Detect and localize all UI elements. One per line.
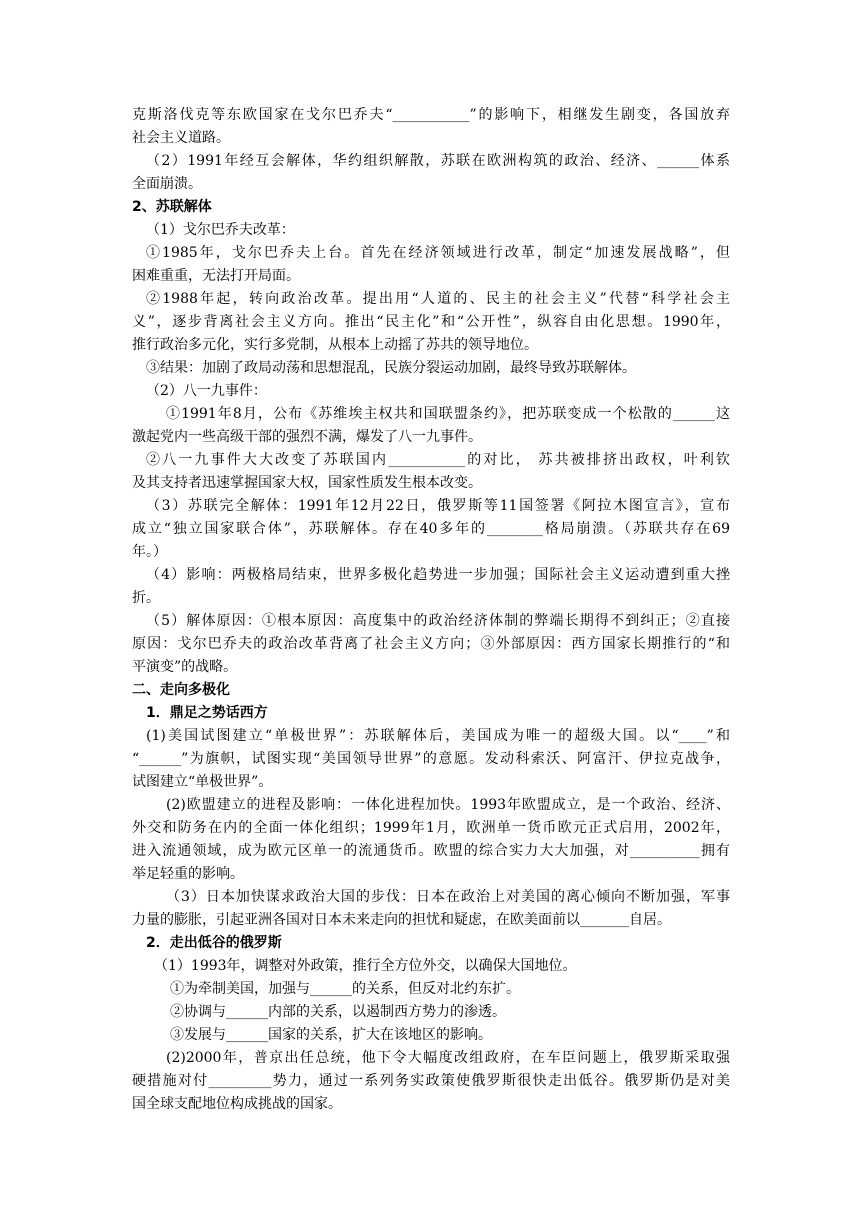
text-line: （3）日本加快谋求政治大国的步伐：日本在政治上对美国的离心倾向不断加强，军事 bbox=[166, 889, 730, 905]
text-line: 平演变”的战略。 bbox=[132, 659, 238, 675]
text-line: （1）戈尔巴乔夫改革： bbox=[146, 222, 295, 238]
text-line: 推行政治多元化，实行多党制，从根本上动摇了苏共的领导地位。 bbox=[132, 337, 538, 353]
section-heading: 二、走向多极化 bbox=[132, 682, 230, 698]
text-line: 义”，逐步背离社会主义方向。推出“民主化”和“公开性”，纵容自由化思想。1990年， bbox=[132, 314, 730, 330]
text-line: （2）八一九事件： bbox=[146, 383, 267, 399]
text-line: “______”为旗帜，试图实现“美国领导世界”的意愿。发动科索沃、阿富汗、伊拉克战争， bbox=[132, 751, 730, 767]
document-body bbox=[132, 104, 730, 1116]
text-line: 外交和防务在内的全面一体化组织；1999年1月，欧洲单一货币欧元正式启用，2002年， bbox=[132, 820, 730, 836]
text-line: （5）解体原因：①根本原因：高度集中的政治经济体制的弊端长期得不到纠正；②直接 bbox=[146, 613, 730, 629]
section-heading: 1．鼎足之势话西方 bbox=[146, 705, 268, 721]
text-line: （2）1991年经互会解体，华约组织解散，苏联在欧洲构筑的政治、经济、______体系 bbox=[146, 153, 730, 169]
text-line: ①1991年8月，公布《苏维埃主权共和国联盟条约》，把苏联变成一个松散的______这 bbox=[166, 406, 730, 422]
text-line: ①为牵制美国，加强与______的关系，但反对北约东扩。 bbox=[170, 981, 520, 997]
text-line: （4）影响：两极格局结束，世界多极化趋势进一步加强；国际社会主义运动遭到重大挫 bbox=[146, 567, 730, 583]
text-line: ③发展与______国家的关系，扩大在该地区的影响。 bbox=[170, 1027, 492, 1043]
text-line: ②协调与______内部的关系，以遏制西方势力的渗透。 bbox=[170, 1004, 506, 1020]
text-line: 困难重重，无法打开局面。 bbox=[132, 268, 300, 284]
text-line: （1）1993年，调整对外政策，推行全方位外交，以确保大国地位。 bbox=[154, 958, 577, 974]
text-line: 试图建立“单极世界”。 bbox=[132, 774, 273, 790]
text-line: 社会主义道路。 bbox=[132, 130, 230, 146]
text-line: 全面崩溃。 bbox=[132, 176, 202, 192]
text-line: 激起党内一些高级干部的强烈不满，爆发了八一九事件。 bbox=[132, 429, 482, 445]
text-line: (2)2000年，普京出任总统，他下令大幅度改组政府，在车臣问题上，俄罗斯采取强 bbox=[166, 1050, 730, 1066]
text-line: 原因：戈尔巴乔夫的政治改革背离了社会主义方向；③外部原因：西方国家长期推行的“和 bbox=[132, 636, 730, 652]
text-line: 国全球支配地位构成挑战的国家。 bbox=[132, 1096, 342, 1112]
section-heading: 2、苏联解体 bbox=[132, 199, 212, 215]
text-line: （3）苏联完全解体：1991年12月22日，俄罗斯等11国签署《阿拉木图宣言》，宣布 bbox=[146, 498, 730, 514]
text-line: 折。 bbox=[132, 590, 160, 606]
text-line: 硬措施对付_________势力，通过一系列务实政策使俄罗斯很快走出低谷。俄罗斯仍是对美 bbox=[132, 1073, 730, 1089]
text-line: (1)美国试图建立“单极世界”：苏联解体后，美国成为唯一的超级大国。以“____”和 bbox=[146, 728, 730, 744]
text-line: ②八一九事件大大改变了苏联国内___________的对比， 苏共被排挤出政权，叶利钦 bbox=[146, 452, 730, 468]
text-line: 成立“独立国家联合体”，苏联解体。存在40多年的________格局崩溃。（苏联共存在69 bbox=[132, 521, 730, 537]
text-line: 力量的膨胀，引起亚洲各国对日本未来走向的担忧和疑虑，在欧美面前以_______自居。 bbox=[132, 912, 671, 928]
text-line: ①1985年，戈尔巴乔夫上台。首先在经济领域进行改革，制定“加速发展战略”，但 bbox=[146, 245, 730, 261]
text-line: 举足轻重的影响。 bbox=[132, 866, 244, 882]
text-line: 进入流通领域，成为欧元区单一的流通货币。欧盟的综合实力大大加强，对__________拥有 bbox=[132, 843, 730, 859]
text-line: ②1988年起，转向政治改革。提出用“人道的、民主的社会主义”代替“科学社会主 bbox=[146, 291, 730, 307]
section-heading: 2．走出低谷的俄罗斯 bbox=[146, 935, 282, 951]
text-line: ③结果：加剧了政局动荡和思想混乱，民族分裂运动加剧，最终导致苏联解体。 bbox=[146, 360, 636, 376]
text-line: 克斯洛伐克等东欧国家在戈尔巴乔夫“___________”的影响下，相继发生剧变，各国放弃 bbox=[132, 107, 730, 123]
text-line: 年。） bbox=[132, 544, 167, 560]
text-line: 及其支持者迅速掌握国家大权，国家性质发生根本改变。 bbox=[132, 475, 482, 491]
text-line: (2)欧盟建立的进程及影响：一体化进程加快。1993年欧盟成立，是一个政治、经济、 bbox=[166, 797, 730, 813]
